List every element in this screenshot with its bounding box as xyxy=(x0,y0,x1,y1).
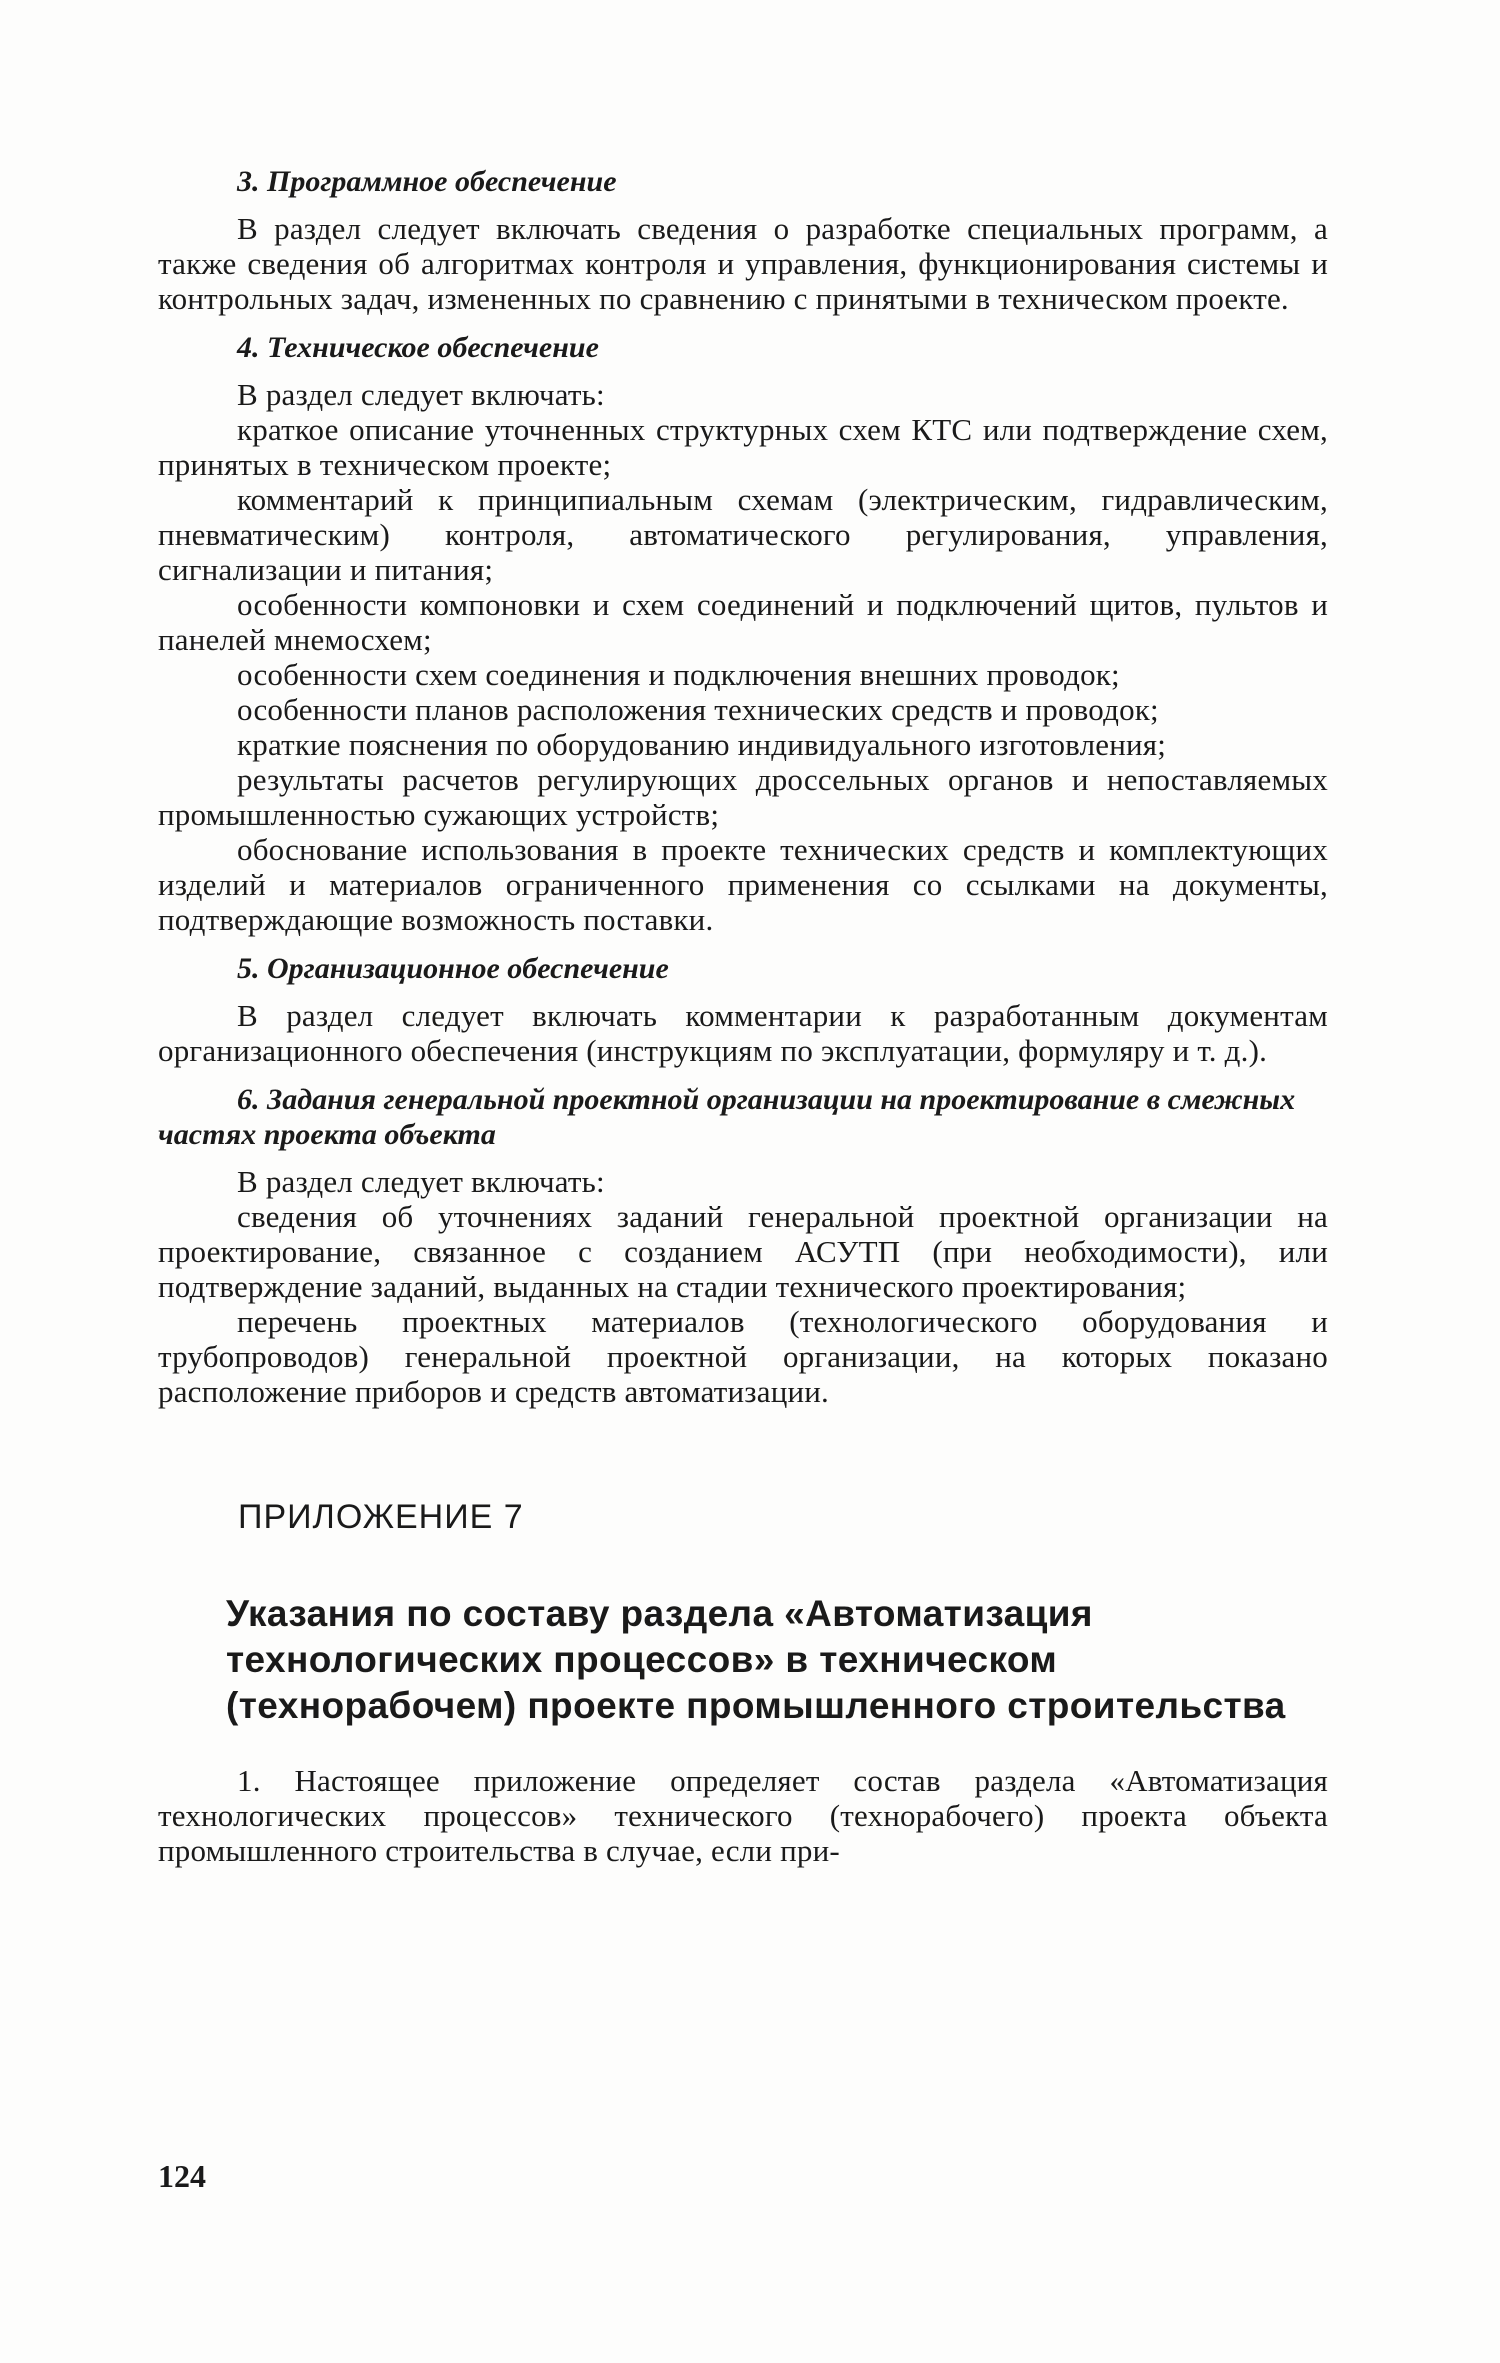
hardware-section-heading: 4. Техническое обеспечение xyxy=(237,331,599,364)
page-content xyxy=(158,158,1328,1868)
hardware-list-item: краткое описание уточненных структурных схем КТС или подтверждение схем, принятых в техническом проекте; xyxy=(158,412,1328,482)
organizational-section-heading: 5. Организационное обеспечение xyxy=(237,952,669,985)
hardware-list-item: комментарий к принципиальным схемам (электрическим, гидравлическим, пневматическим) контроля, автоматического регулирования, управления, сигнализации и питания; xyxy=(158,482,1328,587)
hardware-list-item: особенности планов расположения технических средств и проводок; xyxy=(237,692,1159,727)
tasks-section-intro: В раздел следует включать: xyxy=(237,1164,605,1199)
tasks-list-item: сведения об уточнениях заданий генеральной проектной организации на проектирование, связанное с созданием АСУТП (при необходимости), или подтверждение заданий, выданных на стадии технического проектирования; xyxy=(158,1199,1328,1304)
appendix-title-line: Указания по составу раздела «Автоматизация xyxy=(226,1593,1093,1634)
hardware-list-item: особенности компоновки и схем соединений и подключений щитов, пультов и панелей мнемосхем; xyxy=(158,587,1328,657)
organizational-section-paragraph: В раздел следует включать комментарии к разработанным документам организационного обеспечения (инструкциям по эксплуатации, формуляру и т. д.). xyxy=(158,998,1328,1068)
appendix-title xyxy=(158,1591,1328,1729)
tasks-section-heading: 6. Задания генеральной проектной организации на проектирование в смежных частях проекта объекта xyxy=(158,1083,1296,1151)
hardware-list-item: результаты расчетов регулирующих дроссельных органов и непоставляемых промышленностью сужающих устройств; xyxy=(158,762,1328,832)
appendix-title-line: (технорабочем) проекте промышленного строительства xyxy=(226,1685,1286,1726)
software-section-paragraph: В раздел следует включать сведения о разработке специальных программ, а также сведения об алгоритмах контроля и управления, функционирования системы и контрольных задач, измененных по сравнению с принятыми в техническом проекте. xyxy=(158,211,1328,316)
appendix-title-line: технологических процессов» в техническом xyxy=(226,1639,1058,1680)
hardware-list-item: особенности схем соединения и подключения внешних проводок; xyxy=(237,657,1120,692)
appendix-paragraph: 1. Настоящее приложение определяет состав раздела «Автоматизация технологических процессов» технического (технорабочего) проекта объекта промышленного строительства в случае, если при- xyxy=(158,1763,1328,1868)
software-section-heading: 3. Программное обеспечение xyxy=(237,165,617,198)
appendix-label: ПРИЛОЖЕНИЕ 7 xyxy=(238,1498,524,1536)
tasks-list-item: перечень проектных материалов (технологического оборудования и трубопроводов) генеральной проектной организации, на которых показано расположение приборов и средств автоматизации. xyxy=(158,1304,1328,1409)
hardware-list-item: обоснование использования в проекте технических средств и комплектующих изделий и материалов ограниченного применения со ссылками на документы, подтверждающие возможность поставки. xyxy=(158,832,1328,937)
page-number: 124 xyxy=(158,2158,206,2194)
hardware-list-item: краткие пояснения по оборудованию индивидуального изготовления; xyxy=(237,727,1167,762)
hardware-section-intro: В раздел следует включать: xyxy=(237,377,605,412)
